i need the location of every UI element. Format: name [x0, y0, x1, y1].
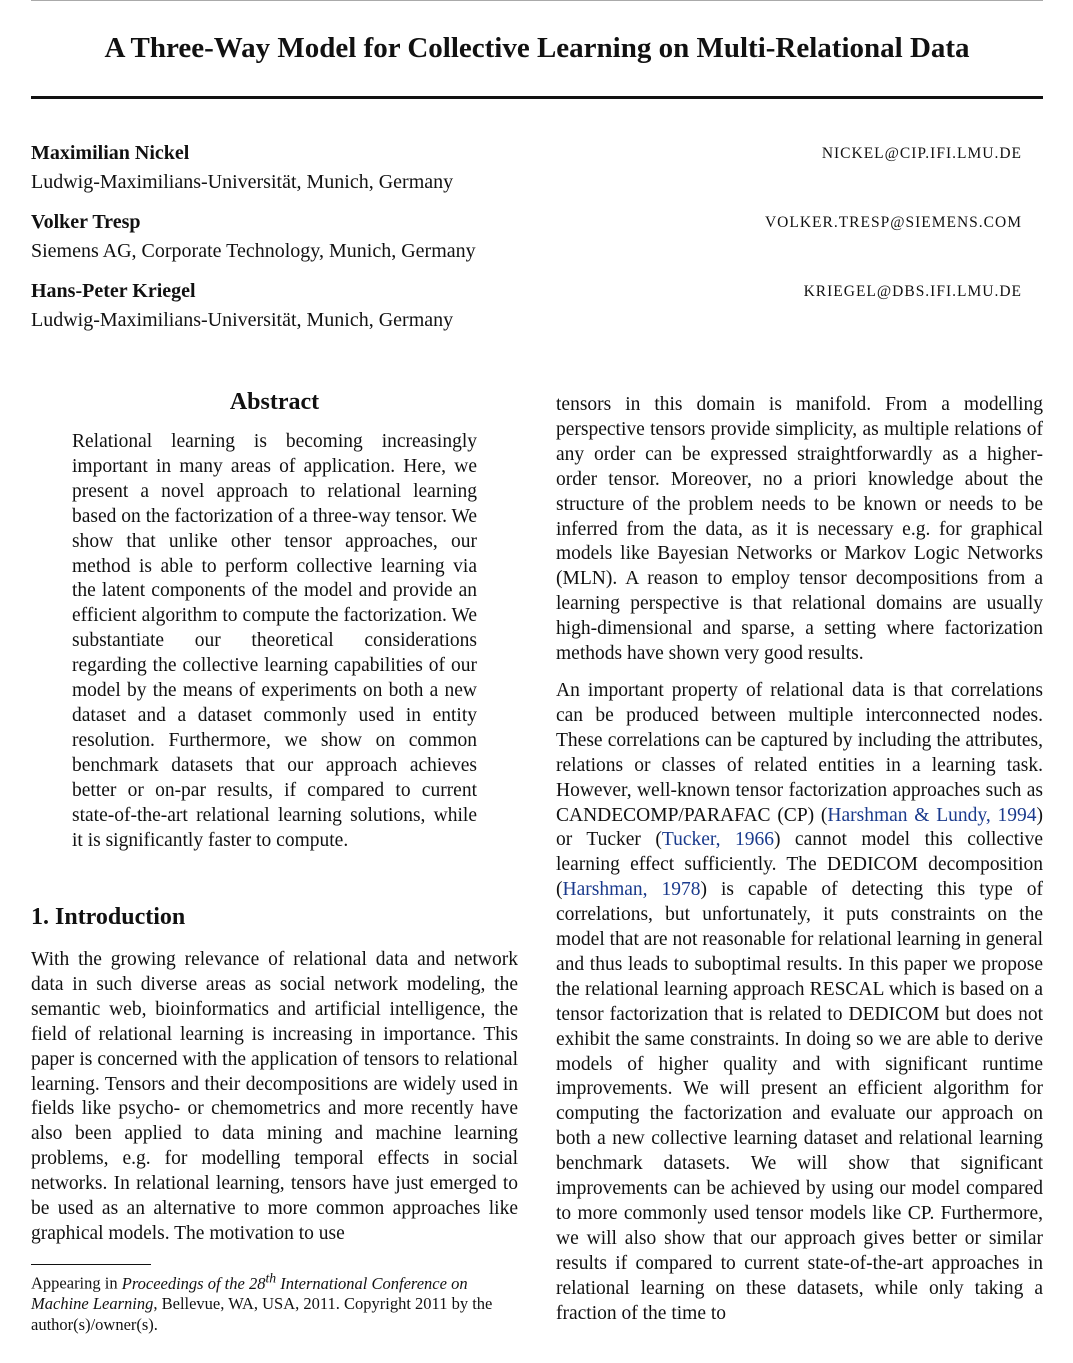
venue-superscript: th	[265, 1270, 277, 1285]
abstract-heading: Abstract	[229, 389, 320, 415]
venue-number: 28	[248, 1273, 266, 1293]
cite-year: 1994	[997, 804, 1037, 826]
cite-author: Tucker	[661, 829, 716, 851]
author-block-3	[31, 277, 1031, 335]
citation-link[interactable]	[563, 879, 701, 900]
cite-year: 1966	[734, 829, 774, 851]
author-name: Volker Tresp	[31, 211, 141, 233]
footnote-rule	[31, 1264, 151, 1265]
right-column	[556, 393, 1043, 1339]
text-run: An important property of relational data is that correlations can be produced between multiple interconnected nodes. These correlations can be captured by including the attributes, relations or classes of related entities in a learning task. However, well-known tensor factorization approaches such as CANDECOMP/PARAFAC (CP) (	[556, 679, 1043, 826]
cite-year: 1978	[661, 879, 701, 901]
footnote	[31, 1268, 522, 1335]
paper-title: A Three-Way Model for Collective Learning on Multi-Relational Data	[104, 32, 970, 64]
citation-link[interactable]	[662, 829, 774, 850]
title-rule	[31, 96, 1043, 99]
introduction-text: With the growing relevance of relational data and network data in such diverse areas as social network modeling, the semantic web, bioinformatics and artificial intelligence, the field of relational learning is increasing in importance. This paper is concerned with the application of tensors to relational learning. Tensors and their decompositions are widely used in fields like psycho- or chemometrics and more recently have also been applied to data mining and machine learning problems, e.g. for modelling temporal effects in social networks. In relational learning, tensors have just emerged to be used as an alternative to more common approaches like graphical models. The motivation to use	[31, 949, 518, 1244]
venue-part: Proceedings of the	[121, 1273, 249, 1293]
citation-link[interactable]	[827, 805, 1036, 826]
cite-sep: ,	[715, 829, 735, 851]
top-rule	[31, 0, 1043, 1]
author-email[interactable]: NICKEL@CIP.IFI.LMU.DE	[821, 145, 1022, 162]
author-name: Maximilian Nickel	[31, 142, 190, 164]
author-affiliation: Ludwig-Maximilians-Universität, Munich, Germany	[31, 171, 454, 193]
text-run: ) is capable of detecting this type of correlations, but unfortunately, it puts constraints on the model that are not reasonable for relational learning in general and thus leads to suboptimal results. In this paper we propose the relational learning approach RESCAL which is based on a tensor factorization that is related to DEDICOM but does not exhibit the same constraints. In doing so we are able to derive models of higher quality and with significant runtime improvements. We will present an efficient algorithm for computing the factorization and evaluate our approach on both a new collective learning dataset and relational learning benchmark datasets. We will show that significant improvements can be achieved by using our model compared to more commonly used tensor models like CP. Furthermore, we will also show that our approach gives better or similar results if compared to current state-of-the-art approaches in relational learning on these datasets, while only taking a fraction of the time to	[556, 879, 1043, 1324]
author-affiliation: Ludwig-Maximilians-Universität, Munich, Germany	[31, 309, 454, 331]
footnote-prefix: Appearing in	[31, 1273, 122, 1293]
paragraph-2	[556, 679, 1043, 1327]
introduction-heading: 1. Introduction	[31, 904, 186, 930]
author-email[interactable]: VOLKER.TRESP@SIEMENS.COM	[764, 214, 1022, 231]
cite-author: Harshman & Lundy	[827, 804, 986, 826]
footnote-suffix: , Bellevue, WA, USA, 2011. Copyright 2011 by the author(s)/owner(s).	[31, 1294, 493, 1334]
author-name: Hans-Peter Kriegel	[31, 280, 196, 302]
author-affiliation: Siemens AG, Corporate Technology, Munich, Germany	[31, 240, 476, 262]
text-run: ) or Tucker (	[556, 804, 1043, 851]
abstract-text: Relational learning is becoming increasingly important in many areas of application. Here, we present a novel approach to relational learning based on the factorization of a three-way tensor. We show that unlike other tensor approaches, our method is able to perform collective learning via the latent components of the model and provide an efficient algorithm to compute the factorization. We substantiate our theoretical considerations regarding the collective learning capabilities of our model by the means of experiments on both a new dataset and a dataset commonly used in entity resolution. Furthermore, we show on common benchmark datasets that our approach achieves better or on-par results, if compared to current state-of-the-art relational learning solutions, while it is significantly faster to compute.	[72, 431, 477, 851]
cite-sep: ,	[985, 804, 998, 826]
cite-author: Harshman	[562, 879, 643, 901]
venue-part: International Conference on Machine Learning	[31, 1273, 468, 1313]
author-block-1	[31, 139, 1031, 197]
author-block-2	[31, 208, 1031, 266]
text-run: ) cannot model this collective learning effect sufficiently. The DEDICOM decomposition (	[556, 829, 1043, 901]
author-email[interactable]: KRIEGEL@DBS.IFI.LMU.DE	[803, 283, 1022, 300]
paragraph-1: tensors in this domain is manifold. From a modelling perspective tensors provide simplicity, as multiple relations of any order can be expressed straightforwardly as a higher-order tensor. Moreover, no a priori knowledge about the structure of the problem needs to be known or needs to be inferred from the data, as it is necessary e.g. for graphical models like Bayesian Networks or Markov Logic Networks (MLN). A reason to employ tensor decompositions from a learning perspective is that relational domains are usually high-dimensional and sparse, a setting where factorization methods have shown very good results.	[556, 394, 1043, 665]
cite-sep: ,	[642, 879, 662, 901]
